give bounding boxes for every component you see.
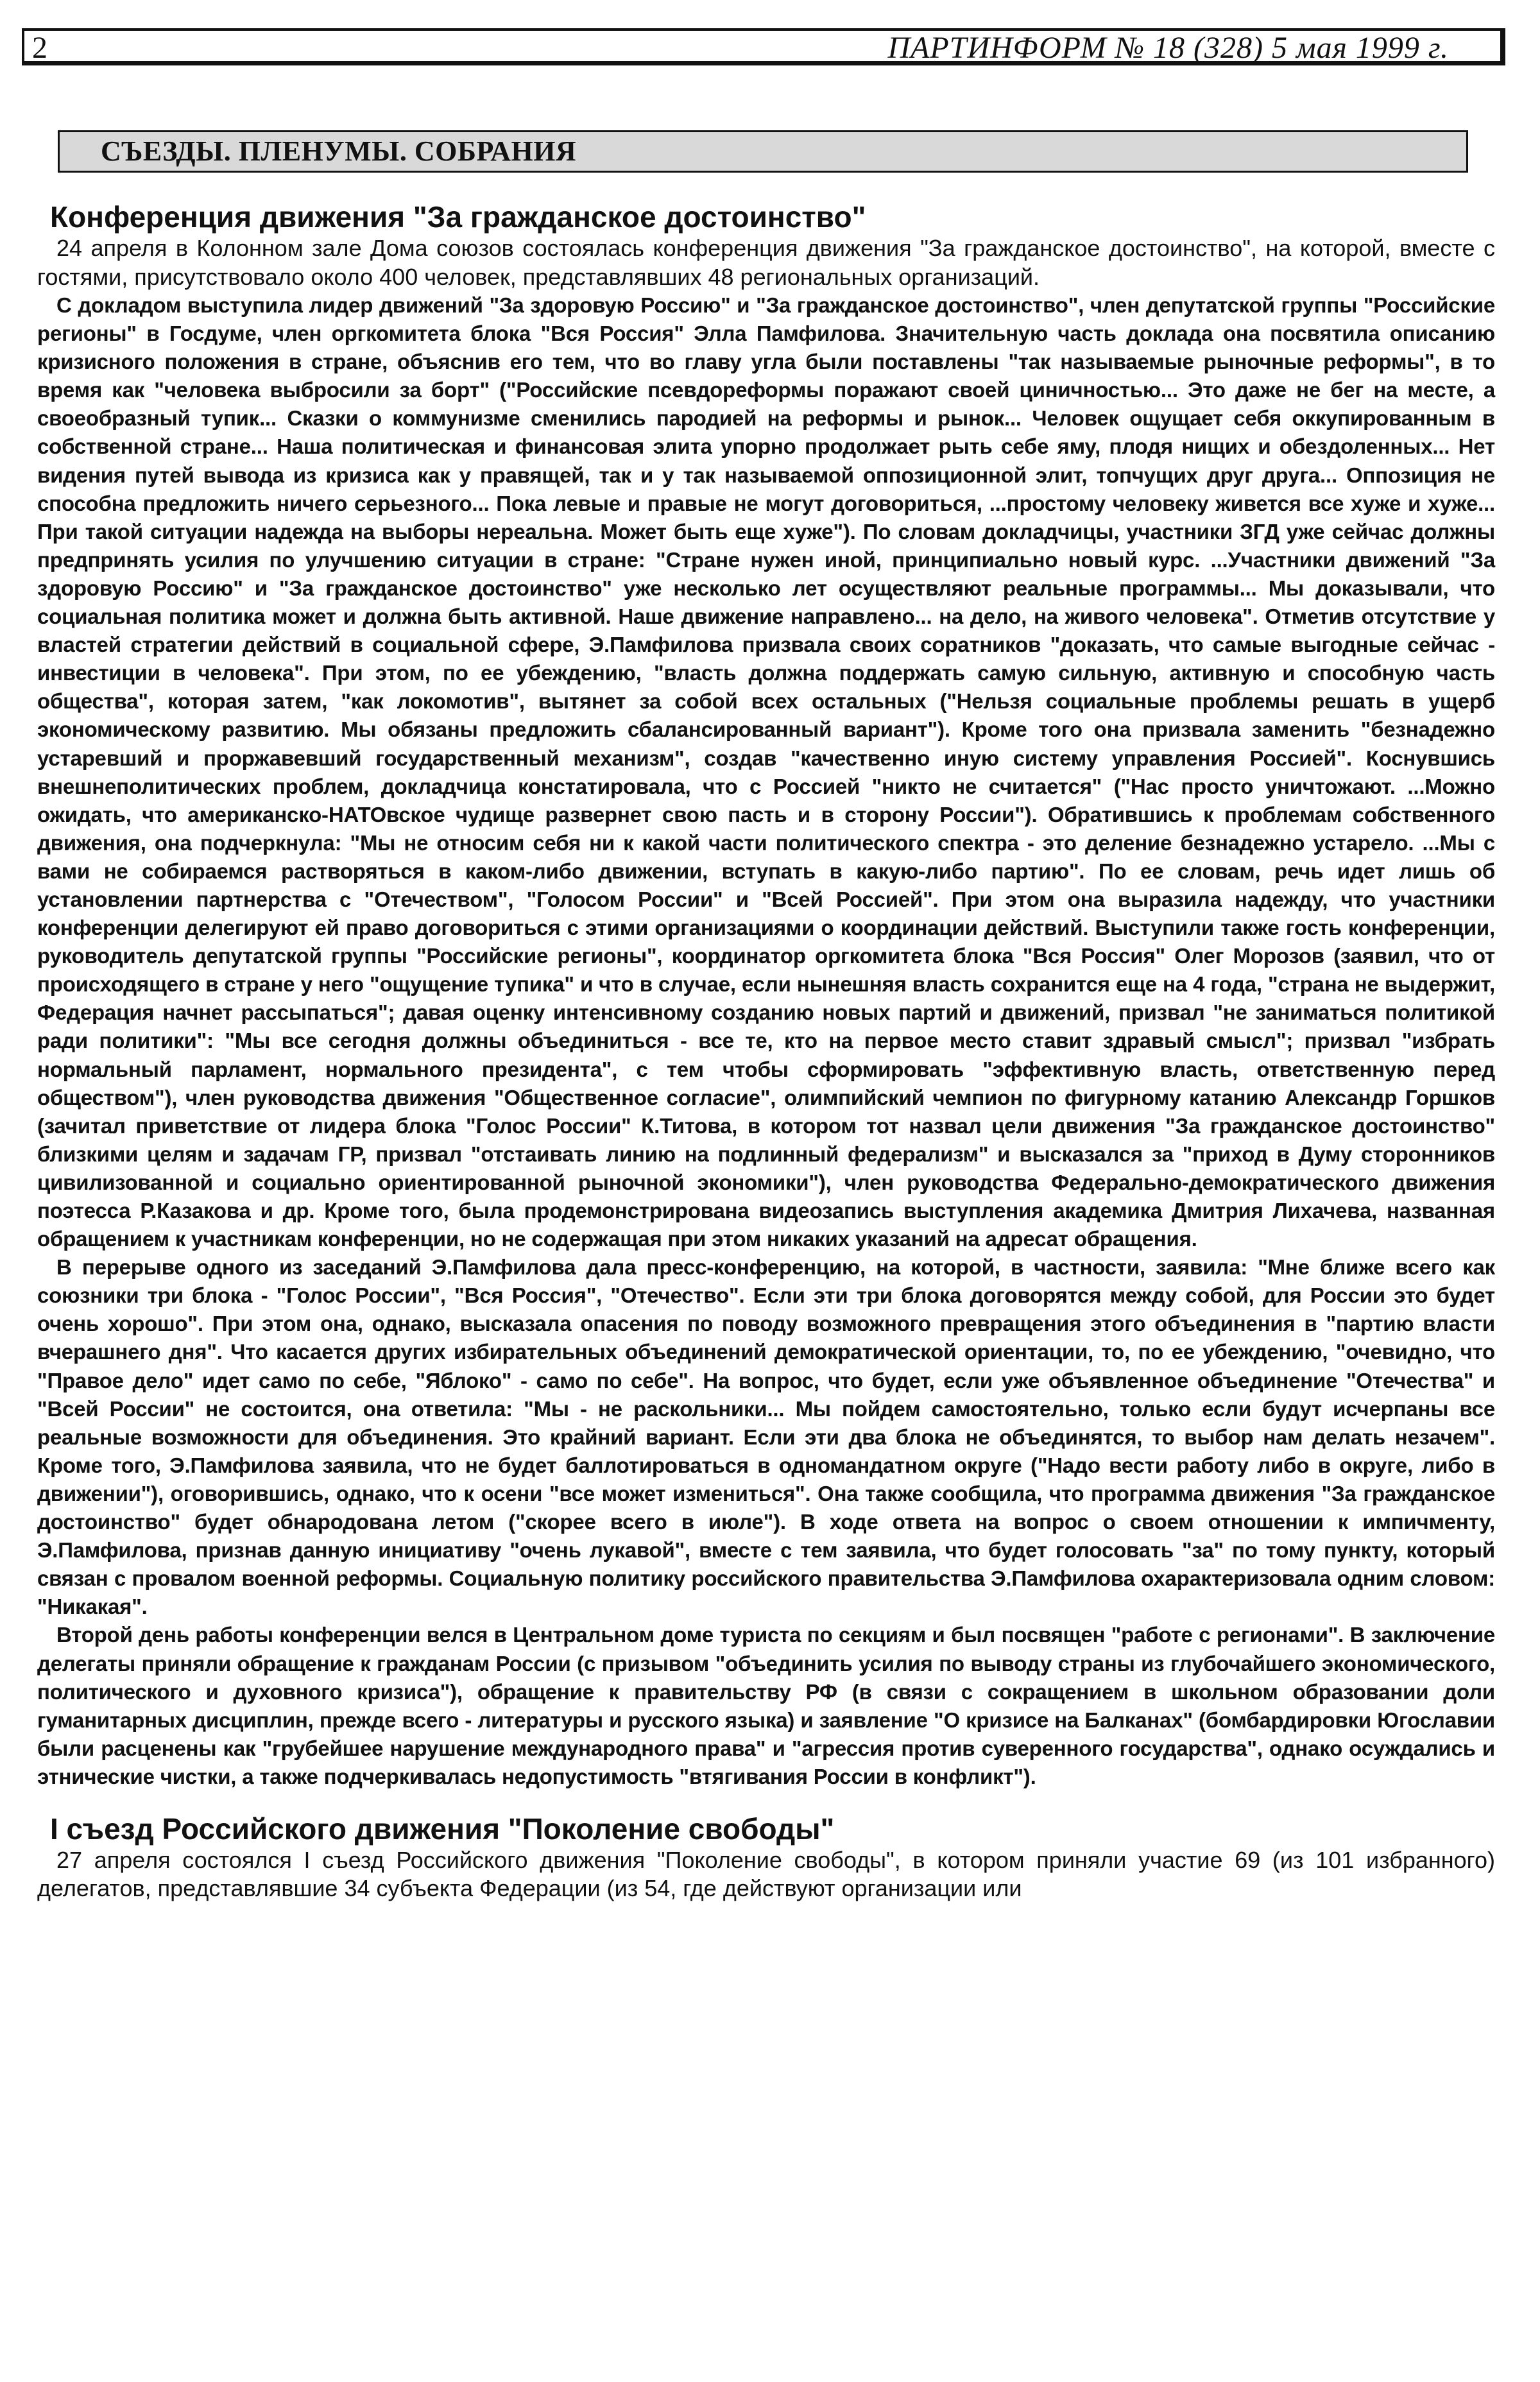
- article-body: [37, 200, 1495, 1903]
- article-paragraph: В перерыве одного из заседаний Э.Памфилова дала пресс-конференцию, на которой, в частности, заявила: "Мне ближе всего как союзники три блока - "Голос России", "Вся Россия", "Отечество". Если эти три блока договорятся между собой, для России это будет очень хорошо". При этом она, однако, высказала опасения по поводу возможного превращения этого объединения в "партию власти вчерашнего дня". Что касается других избирательных объединений демократической ориентации, то, по ее убеждению, "очевидно, что "Правое дело" идет само по себе, "Яблоко" - само по себе". На вопрос, что будет, если уже объявленное объединение "Отечества" и "Всей России" не состоится, она ответила: "Мы - не раскольники... Мы пойдем самостоятельно, только если будут исчерпаны все реальные возможности для объединения. Это крайний вариант. Если эти два блока не объединятся, то выбор нам делать незачем". Кроме того, Э.Памфилова заявила, что не будет баллотироваться в одномандатном округе ("Надо вести работу либо в округе, либо в движении"), оговорившись, однако, что к осени "все может измениться". Она также сообщила, что программа движения "За гражданское достоинство" будет обнародована летом ("скорее всего в июле"). В ходе ответа на вопрос о своем отношении к импичменту, Э.Памфилова, признав данную инициативу "очень лукавой", вместе с тем заявила, что будет голосовать "за" по тому пункту, который связан с провалом военной реформы. Социальную политику российского правительства Э.Памфилова охарактеризовала одним словом: "Никакая".: [37, 1255, 1495, 1619]
- page-number: 2: [32, 31, 47, 65]
- article-title: Конференция движения "За гражданское достоинство": [50, 200, 866, 234]
- article-paragraph: С докладом выступила лидер движений "За здоровую Россию" и "За гражданское достоинство", член депутатской группы "Российские регионы" в Госдуме, член оргкомитета блока "Вся Россия" Элла Памфилова. Значительную часть доклада она посвятила описанию кризисного положения в стране, объяснив его тем, что во главу угла были поставлены "так называемые рыночные реформы", в то время как "человека выбросили за борт" ("Российские псевдореформы поражают своей циничностью... Это даже не бег на месте, а своеобразный тупик... Сказки о коммунизме сменились пародией на реформы и рынок... Человек ощущает себя оккупированным в собственной стране... Наша политическая и финансовая элита упорно продолжает рыть себе яму, плодя нищих и обездоленных... Нет видения путей вывода из кризиса как у правящей, так и у так называемой оппозиционной элит, топчущих друг друга... Оппозиция не способна предложить ничего серьезного... Пока левые и правые не могут договориться, ...простому человеку живется все хуже и хуже... При такой ситуации надежда на выборы нереальна. Может быть еще хуже"). По словам докладчицы, участники ЗГД уже сейчас должны предпринять усилия по улучшению ситуации в стране: "Стране нужен иной, принципиально новый курс. ...Участники движений "За здоровую Россию" и "За гражданское достоинство" уже несколько лет осуществляют реальные программы... Мы доказывали, что социальная политика может и должна быть активной. Наше движение направлено... на дело, на живого человека". Отметив отсутствие у властей стратегии действий в социальной сфере, Э.Памфилова призвала своих соратников "доказать, что самые выгодные сейчас - инвестиции в человека". При этом, по ее убеждению, "власть должна поддержать самую сильную, активную и способную часть общества", которая затем, "как локомотив", вытянет за собой всех остальных ("Нельзя социальные проблемы решать в ущерб экономическому развитию. Мы обязаны предложить сбалансированный вариант"). Кроме того она призвала заменить "безнадежно устаревший и проржавевший государственный механизм", создав "качественно иную систему управления Россией". Коснувшись внешнеполитических проблем, докладчица констатировала, что с Россией "никто не считается" ("Нас просто уничтожают. ...Можно ожидать, что американско-НАТОвское чудище развернет свою пасть и в сторону России"). Обратившись к проблемам собственного движения, она подчеркнула: "Мы не относим себя ни к какой части политического спектра - это деление безнадежно устарело. ...Мы с вами не собираемся растворяться в каком-либо движении, вступать в какую-либо партию". По ее словам, речь идет лишь об установлении партнерства с "Отечеством", "Голосом России" и "Всей Россией". При этом она выразила надежду, что участники конференции делегируют ей право договориться с этими организациями о координации действий. Выступили также гость конференции, руководитель депутатской группы "Российские регионы", координатор оргкомитета блока "Вся Россия" Олег Морозов (заявил, что от происходящего в стране у него "ощущение тупика" и что в случае, если нынешняя власть сохранится еще на 4 года, "страна не выдержит, Федерация начнет рассыпаться"; давая оценку интенсивному созданию новых партий и движений, призвал "не заниматься политикой ради политики": "Мы все сегодня должны объединиться - все те, кто на первое место ставит здравый смысл"; призвал "избрать нормальный парламент, нормального президента", с тем чтобы сформировать "эффективную власть, ответственную перед обществом"), член руководства движения "Общественное согласие", олимпийский чемпион по фигурному катанию Александр Горшков (зачитал приветствие от лидера блока "Голос России" К.Титова, в котором тот назвал цели движения "За гражданское достоинство" близкими целям и задачам ГР, призвал "отстаивать линию на подлинный федерализм" и высказался за "приход в Думу сторонников цивилизованной и социально ориентированной рыночной экономики"), член руководства Федерально-демократического движения поэтесса Р.Казакова и др. Кроме того, была продемонстрирована видеозапись выступления академика Дмитрия Лихачева, названная обращением к участникам конференции, но не содержащая при этом никаких указаний на адресат обращения.: [37, 293, 1495, 1251]
- section-title: СЪЕЗДЫ. ПЛЕНУМЫ. СОБРАНИЯ: [58, 130, 1468, 173]
- article-lead-2: 27 апреля состоялся I съезд Российского движения "Поколение свободы", в котором приняли участие 69 (из 101 избранного) делегатов, представлявшие 34 субъекта Федерации (из 54, где действуют организации или: [37, 1846, 1495, 1901]
- publication-line: ПАРТИНФОРМ № 18 (328) 5 мая 1999 г.: [887, 31, 1449, 65]
- page-header: [22, 28, 1505, 65]
- article-paragraph: Второй день работы конференции велся в Центральном доме туриста по секциям и был посвящен "работе с регионами". В заключение делегаты приняли обращение к гражданам России (с призывом "объединить усилия по выводу страны из глубочайшего экономического, политического и духовного кризиса"), обращение к правительству РФ (в связи с сокращением в школьном образовании доли гуманитарных дисциплин, прежде всего - литературы и русского языка) и заявление "О кризисе на Балканах" (бомбардировки Югославии были расценены как "грубейшее нарушение международного права" и "агрессия против суверенного государства", однако осуждались и этнические чистки, а также подчеркивалась недопустимость "втягивания России в конфликт").: [37, 1623, 1495, 1788]
- article-title-2: I съезд Российского движения "Поколение свободы": [50, 1812, 835, 1846]
- article-lead: 24 апреля в Колонном зале Дома союзов состоялась конференция движения "За гражданское достоинство", на которой, вместе с гостями, присутствовало около 400 человек, представлявших 48 региональных организаций.: [37, 235, 1495, 290]
